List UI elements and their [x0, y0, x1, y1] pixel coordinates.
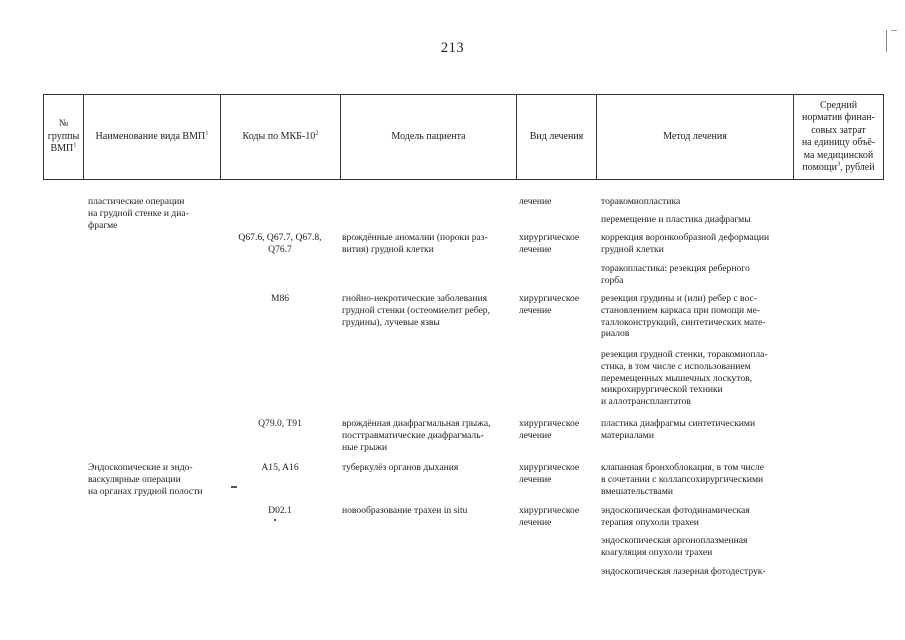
header-icd-codes: [221, 95, 341, 179]
method-line: коррекция воронкообразной деформации: [601, 232, 770, 243]
header-cost-norm-line: норматив финан-: [802, 112, 875, 123]
header-cost-norm-line: , рублей: [840, 162, 875, 173]
treatment-type-cell: [519, 462, 579, 486]
treatment-method-cell: [601, 566, 766, 578]
method-line: грудной клетки: [601, 243, 664, 255]
icd-code-line: A15, A16: [261, 462, 299, 473]
header-vmp-name-text: Наименование вида ВМП: [95, 130, 206, 142]
treatment-type-line: хирургическое: [519, 293, 580, 304]
header-group-no: [44, 95, 84, 179]
method-line: торакопластика: резекция реберного: [601, 263, 750, 274]
method-line: резекция грудины и (или) ребер с вос-: [601, 293, 758, 304]
vmp-name-line: фрагме: [88, 219, 118, 231]
treatment-type-cell: [519, 293, 579, 317]
scan-mark: [231, 486, 237, 488]
patient-model-line: вития) грудной клетки: [342, 243, 434, 255]
header-treatment-type-text: Вид лечения: [529, 130, 584, 142]
icd-codes-cell: [221, 505, 339, 517]
footnote-ref: 1: [73, 141, 77, 149]
table-header: [43, 94, 884, 180]
vmp-name-line: на грудной стенке и диа-: [88, 207, 189, 219]
header-patient-model-text: Модель пациента: [391, 130, 466, 142]
icd-codes-cell: [221, 293, 339, 305]
header-vmp-name: [84, 95, 221, 179]
header-cost-norm-line: Средний: [819, 99, 858, 111]
icd-code-line: Q79.0, T91: [258, 418, 302, 429]
treatment-method-cell: [601, 196, 680, 208]
header-treatment-method: [597, 95, 794, 179]
patient-model-line: врождённые аномалии (пороки раз-: [342, 232, 488, 243]
header-treatment-type: [517, 95, 597, 179]
method-line: терапия опухоли трахеи: [601, 516, 699, 528]
vmp-name-line: на органах грудной полости: [88, 485, 203, 497]
treatment-type-line: лечение: [519, 473, 552, 485]
treatment-type-line: лечение: [519, 304, 552, 316]
method-line: материалами: [601, 429, 654, 441]
vmp-name-cell: [88, 462, 203, 497]
patient-model-line: гнойно-некротические заболевания: [342, 293, 487, 304]
header-patient-model: [341, 95, 517, 179]
method-line: таллоконструкций, синтетических мате-: [601, 316, 766, 328]
method-line: становлением каркаса при помощи ме-: [601, 304, 761, 316]
header-group-no-line: №: [58, 118, 69, 130]
header-cost-norm-line: помощи: [802, 162, 837, 173]
patient-model-line: ные грыжи: [342, 441, 388, 453]
scan-mark: [274, 519, 276, 521]
page-number: 213: [440, 40, 465, 56]
method-line: эндоскопическая лазерная фотодеструк-: [601, 566, 766, 577]
header-treatment-method-text: Метод лечения: [663, 130, 727, 142]
treatment-method-cell: [601, 418, 755, 442]
method-line: и аллотрансплантатов: [601, 396, 691, 408]
scan-mark: [891, 30, 897, 31]
patient-model-cell: [342, 462, 458, 474]
treatment-method-cell: [601, 293, 766, 340]
treatment-type-line: хирургическое: [519, 418, 580, 429]
method-line: эндоскопическая аргоноплазменная: [601, 535, 748, 546]
icd-code-line: D02.1: [268, 505, 292, 516]
treatment-type-line: лечение: [519, 243, 552, 255]
method-line: микрохирургической техники: [601, 384, 723, 396]
method-line: горба: [601, 274, 624, 286]
patient-model-cell: [342, 418, 491, 453]
treatment-method-cell: [601, 263, 750, 287]
footnote-ref: 2: [315, 129, 319, 137]
treatment-type-cell: [519, 418, 579, 442]
patient-model-cell: [342, 505, 467, 517]
icd-code-line: Q76.7: [268, 243, 292, 255]
header-cost-norm-line: ма медицинской: [803, 149, 874, 161]
header-cost-norm-line: на единицу объё-: [801, 137, 876, 148]
treatment-method-cell: [601, 349, 768, 408]
treatment-type-line: хирургическое: [519, 505, 580, 516]
method-line: риалов: [601, 328, 630, 340]
footnote-ref: 3: [836, 160, 841, 168]
scan-mark: [886, 30, 887, 52]
method-line: вмешательствами: [601, 485, 674, 497]
patient-model-cell: [342, 293, 490, 328]
patient-model-line: врождённая диафрагмальная грыжа,: [342, 418, 491, 429]
treatment-type-cell: [519, 232, 579, 256]
patient-model-line: грудины), лучевые язвы: [342, 316, 440, 328]
header-cost-norm-line: совых затрат: [811, 124, 866, 136]
treatment-type-line: лечение: [519, 516, 552, 528]
vmp-name-cell: [88, 196, 189, 231]
treatment-method-cell: [601, 535, 747, 559]
icd-code-line: M86: [270, 293, 290, 304]
treatment-type-cell: лечение: [519, 196, 552, 207]
method-line: перемещение и пластика диафрагмы: [601, 214, 751, 225]
method-line: клапанная бронхоблокация, в том числе: [601, 462, 764, 473]
treatment-type-cell: [519, 505, 579, 529]
method-line: торакомиопластика: [601, 196, 681, 207]
method-line: коагуляция опухоли трахеи: [601, 546, 713, 558]
method-line: резекция грудной стенки, торакомиопла-: [601, 349, 768, 360]
header-group-no-line: ВМП: [50, 143, 74, 155]
header-icd-codes-text: Коды по МКБ-10: [242, 130, 316, 142]
treatment-method-cell: [601, 232, 769, 256]
method-line: перемещенных мышечных лоскутов,: [601, 372, 753, 384]
patient-model-line: туберкулёз органов дыхания: [342, 462, 459, 473]
treatment-type-line: хирургическое: [519, 462, 580, 473]
treatment-method-cell: [601, 214, 751, 226]
icd-codes-cell: [221, 462, 339, 474]
icd-codes-cell: [221, 232, 339, 256]
patient-model-line: посттравматические диафрагмаль-: [342, 429, 484, 441]
treatment-method-cell: [601, 505, 750, 529]
icd-code-line: Q67.6, Q67.7, Q67.8,: [238, 232, 322, 243]
icd-codes-cell: [221, 418, 339, 430]
patient-model-line: грудной стенки (остеомиелит ребер,: [342, 304, 490, 316]
treatment-method-cell: [601, 462, 764, 497]
vmp-name-line: пластические операции: [88, 196, 185, 207]
method-line: стика, в том числе с использованием: [601, 360, 751, 372]
treatment-type-line: хирургическое: [519, 232, 580, 243]
vmp-name-line: Эндоскопические и эндо-: [88, 462, 193, 473]
header-group-no-line: группы: [47, 130, 80, 142]
patient-model-cell: [342, 232, 488, 256]
patient-model-line: новообразование трахеи in situ: [342, 505, 468, 516]
vmp-name-line: васкулярные операции: [88, 473, 181, 485]
footnote-ref: 1: [205, 129, 209, 137]
method-line: пластика диафрагмы синтетическими: [601, 418, 756, 429]
header-cost-norm: [794, 95, 883, 179]
method-line: в сочетании с коллапсохирургическими: [601, 473, 764, 485]
treatment-type-line: лечение: [519, 429, 552, 441]
method-line: эндоскопическая фотодинамическая: [601, 505, 750, 516]
